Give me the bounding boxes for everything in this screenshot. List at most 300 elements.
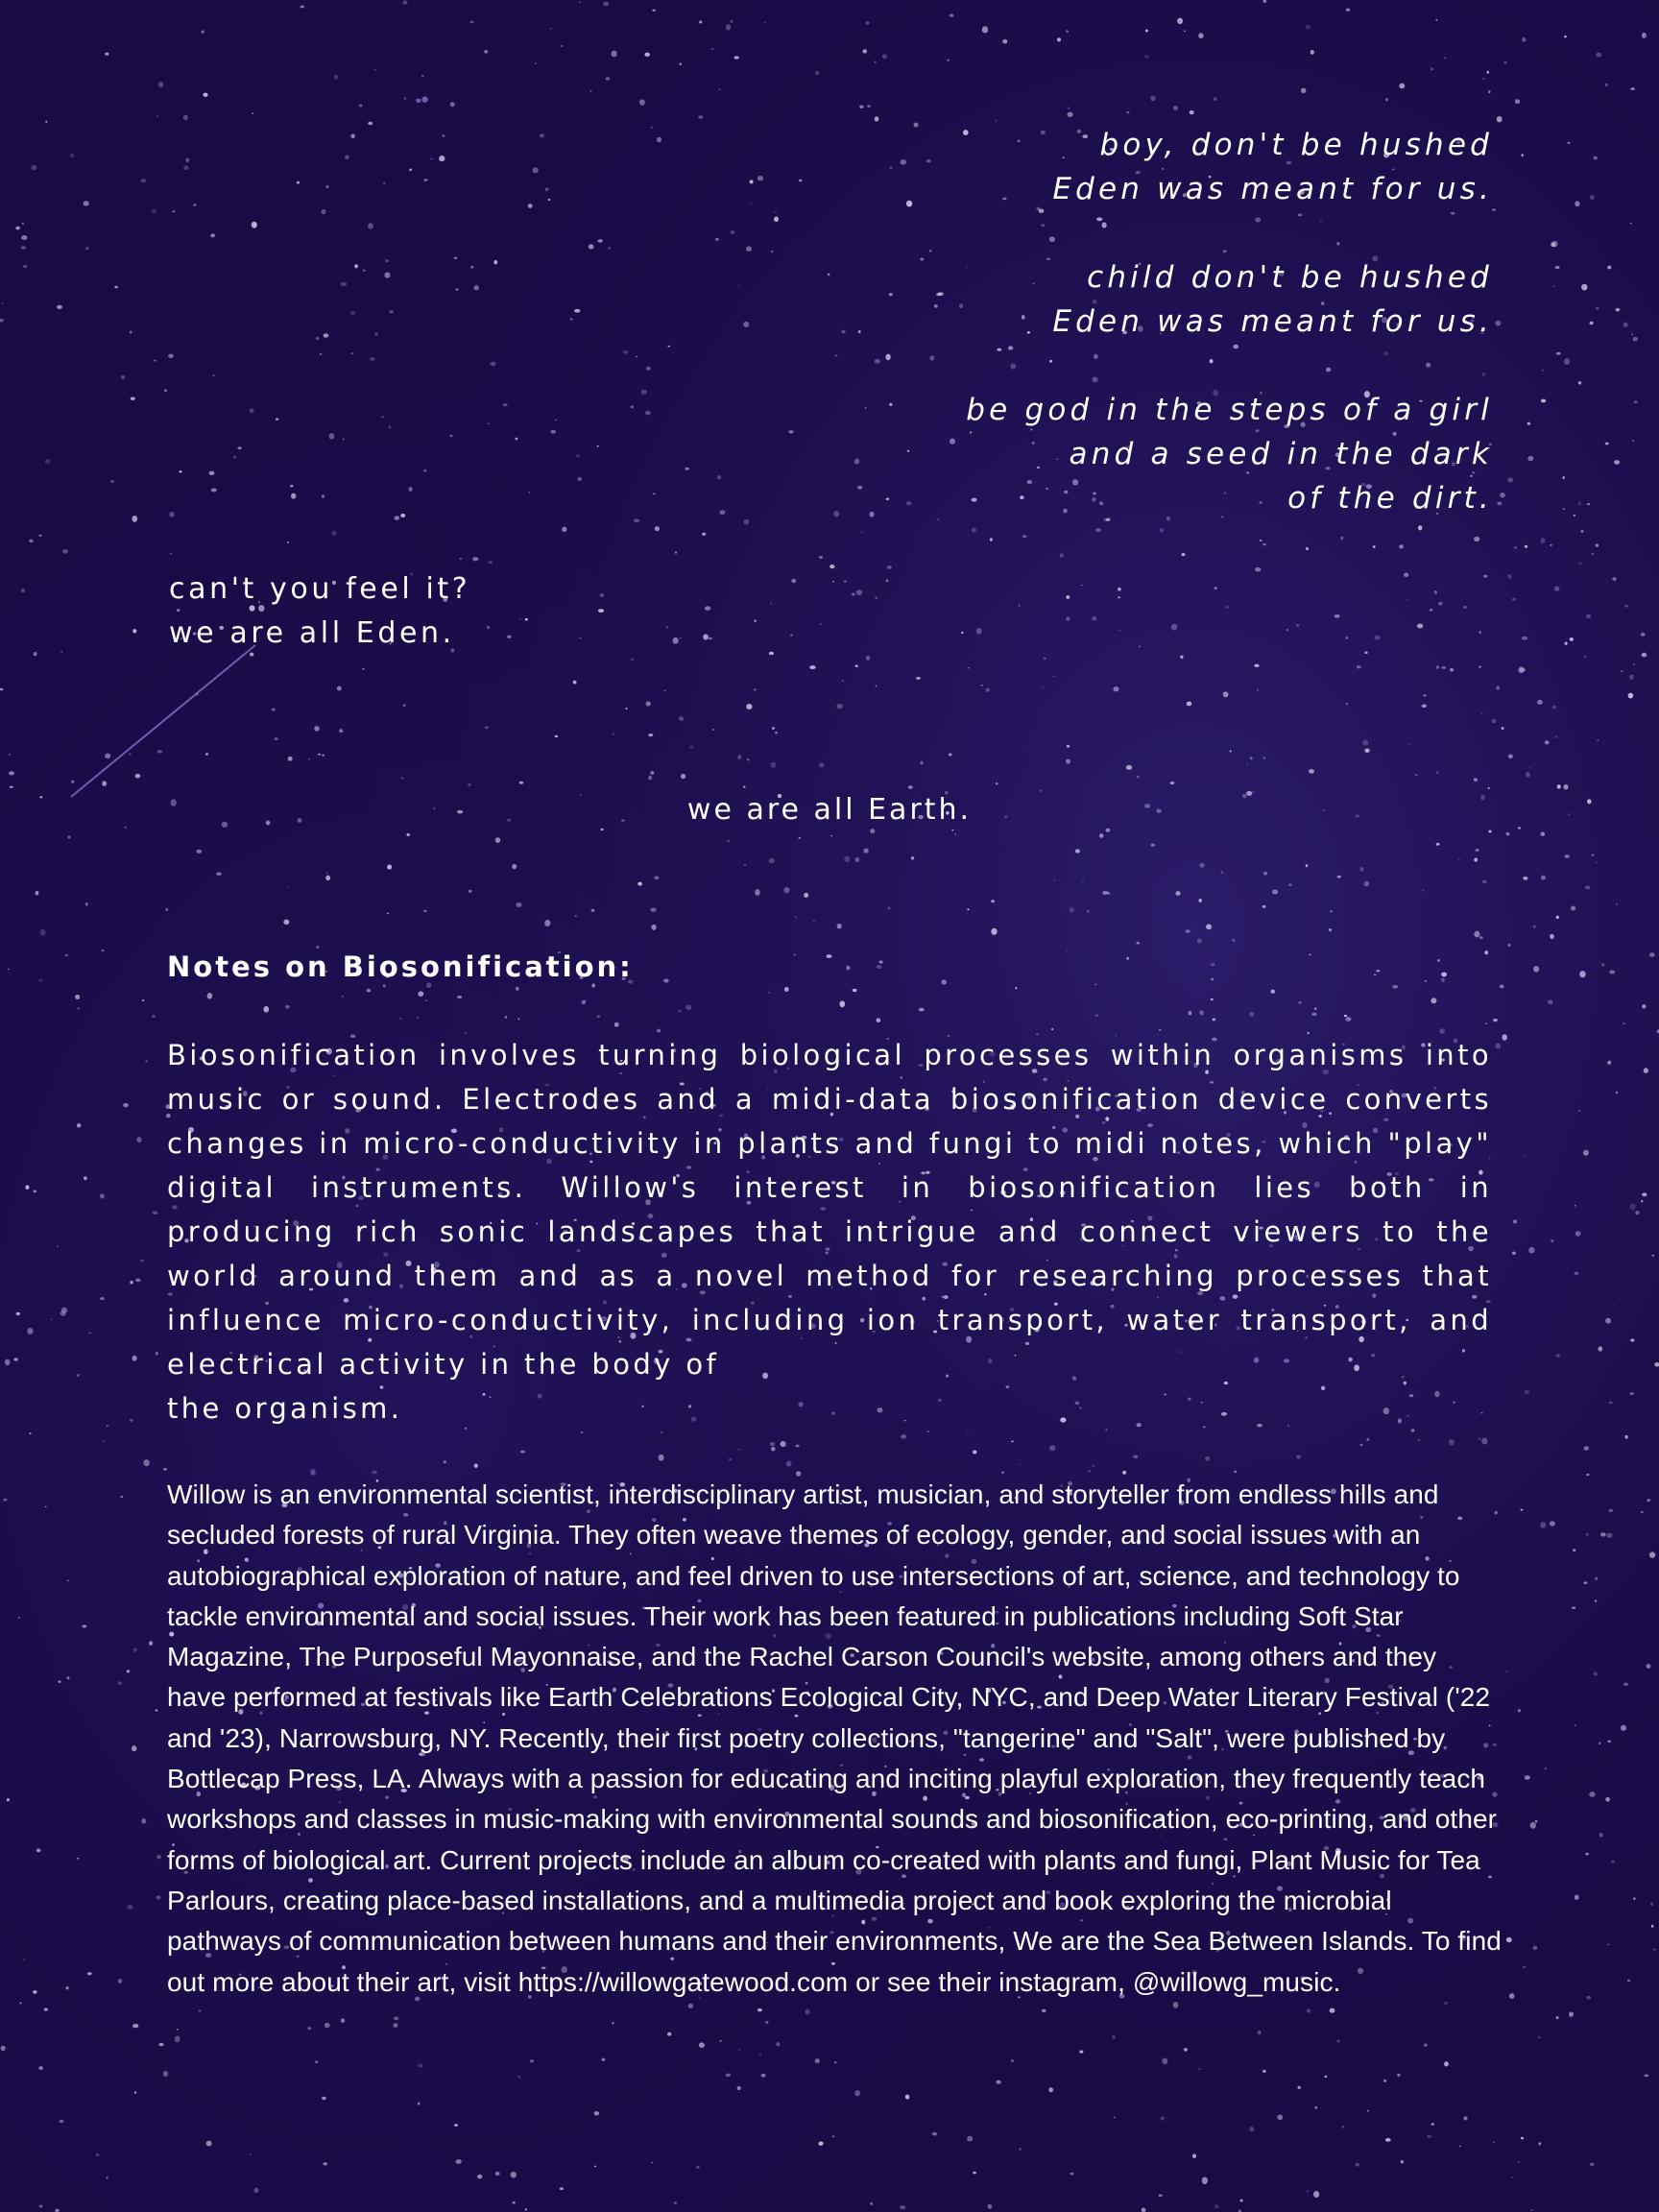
star bbox=[31, 165, 36, 171]
star bbox=[102, 781, 107, 786]
star bbox=[1483, 78, 1485, 80]
star bbox=[511, 2172, 517, 2178]
star bbox=[1521, 1509, 1524, 1511]
star bbox=[815, 71, 819, 75]
star bbox=[1255, 567, 1261, 572]
star bbox=[421, 96, 427, 102]
star bbox=[1500, 493, 1505, 497]
star bbox=[1418, 525, 1422, 530]
star bbox=[1522, 154, 1524, 156]
star bbox=[409, 169, 412, 172]
star bbox=[555, 420, 557, 421]
star bbox=[631, 405, 634, 408]
star bbox=[1630, 223, 1632, 225]
star bbox=[1592, 553, 1595, 555]
star bbox=[645, 411, 651, 416]
star bbox=[1441, 666, 1445, 669]
star bbox=[495, 2172, 500, 2176]
star bbox=[1095, 528, 1100, 532]
star bbox=[1630, 1338, 1634, 1341]
star bbox=[120, 1496, 123, 1498]
star bbox=[877, 1018, 881, 1022]
star bbox=[1650, 1903, 1653, 1906]
star bbox=[103, 1440, 105, 1442]
star bbox=[132, 2024, 138, 2028]
star bbox=[87, 1972, 92, 1975]
star bbox=[1068, 112, 1073, 117]
star bbox=[1627, 1980, 1631, 1982]
star bbox=[711, 48, 714, 50]
star bbox=[1296, 624, 1299, 626]
star bbox=[1590, 2163, 1595, 2166]
star bbox=[1324, 2076, 1327, 2078]
star bbox=[519, 618, 521, 619]
star bbox=[1240, 2200, 1243, 2202]
star bbox=[1506, 832, 1510, 836]
star bbox=[1161, 2116, 1165, 2120]
star bbox=[1583, 1581, 1587, 1584]
star bbox=[203, 93, 207, 97]
star bbox=[809, 665, 815, 669]
star bbox=[757, 2008, 762, 2011]
star bbox=[667, 2032, 671, 2036]
star bbox=[1314, 2106, 1317, 2109]
star bbox=[68, 836, 71, 839]
star bbox=[1329, 928, 1332, 931]
star bbox=[59, 2120, 63, 2123]
star bbox=[846, 966, 850, 970]
star bbox=[888, 906, 891, 909]
star bbox=[996, 2080, 1000, 2084]
star bbox=[1600, 1532, 1606, 1536]
star bbox=[1589, 322, 1593, 325]
star bbox=[132, 516, 137, 522]
star bbox=[1538, 2142, 1541, 2145]
star bbox=[196, 850, 202, 854]
star bbox=[602, 2058, 606, 2061]
star bbox=[839, 1000, 845, 1007]
star bbox=[290, 485, 293, 487]
star bbox=[679, 716, 684, 721]
star bbox=[395, 516, 400, 520]
star bbox=[60, 1310, 66, 1315]
star bbox=[1262, 2070, 1266, 2073]
star bbox=[1202, 2177, 1208, 2185]
star bbox=[165, 908, 168, 911]
star bbox=[1297, 2086, 1301, 2089]
star bbox=[519, 781, 523, 784]
star bbox=[853, 989, 857, 992]
star bbox=[1423, 694, 1426, 696]
star bbox=[1575, 1895, 1579, 1900]
star bbox=[1, 302, 3, 304]
star bbox=[121, 375, 125, 379]
star bbox=[1522, 37, 1526, 42]
star bbox=[252, 222, 257, 228]
star bbox=[1633, 337, 1638, 342]
star bbox=[1544, 1767, 1547, 1770]
star bbox=[136, 1137, 141, 1142]
star bbox=[1533, 926, 1535, 928]
star bbox=[795, 916, 797, 918]
star bbox=[16, 1312, 20, 1315]
star bbox=[1601, 963, 1605, 966]
star bbox=[1624, 605, 1627, 608]
star bbox=[663, 978, 669, 982]
star bbox=[1476, 849, 1479, 852]
star bbox=[1011, 2059, 1014, 2062]
poem-left-column bbox=[169, 567, 470, 656]
star bbox=[504, 1016, 507, 1018]
star bbox=[1359, 1444, 1362, 1446]
star bbox=[1113, 686, 1118, 691]
star bbox=[1435, 19, 1437, 20]
star bbox=[325, 185, 328, 188]
star bbox=[598, 609, 604, 613]
star bbox=[407, 833, 410, 836]
star bbox=[163, 1468, 167, 1471]
star bbox=[1431, 2123, 1435, 2125]
star bbox=[82, 1624, 86, 1627]
star bbox=[403, 705, 406, 707]
star bbox=[343, 439, 345, 441]
star bbox=[776, 2042, 780, 2046]
star bbox=[1605, 84, 1608, 86]
star bbox=[13, 1358, 18, 1361]
star bbox=[648, 733, 653, 736]
star bbox=[1288, 883, 1291, 885]
star bbox=[381, 416, 383, 418]
star bbox=[334, 75, 339, 80]
star bbox=[141, 1818, 146, 1824]
star bbox=[1344, 1015, 1347, 1017]
star bbox=[1126, 111, 1129, 114]
star bbox=[387, 865, 392, 870]
star bbox=[169, 512, 174, 517]
star bbox=[34, 652, 37, 656]
star bbox=[3, 1499, 7, 1502]
poem-line: of the dirt. bbox=[1287, 481, 1493, 516]
star bbox=[1571, 906, 1575, 911]
star bbox=[1496, 685, 1500, 689]
star bbox=[967, 1432, 969, 1434]
star bbox=[9, 754, 11, 756]
star bbox=[982, 26, 988, 33]
star bbox=[29, 1432, 31, 1434]
star bbox=[1497, 501, 1502, 505]
star bbox=[561, 45, 563, 46]
star bbox=[1309, 769, 1314, 774]
star bbox=[1118, 596, 1120, 598]
star bbox=[525, 2208, 527, 2210]
star bbox=[1066, 758, 1070, 763]
star bbox=[1479, 631, 1480, 634]
star bbox=[770, 603, 772, 605]
star bbox=[719, 2040, 721, 2042]
star bbox=[39, 2204, 43, 2207]
star bbox=[123, 1103, 129, 1107]
star bbox=[1556, 2016, 1559, 2019]
star bbox=[102, 950, 105, 951]
star bbox=[1310, 50, 1314, 55]
star bbox=[1334, 614, 1340, 618]
star bbox=[875, 116, 879, 121]
star bbox=[597, 445, 599, 447]
star bbox=[1118, 588, 1121, 591]
star bbox=[727, 840, 731, 843]
star bbox=[1500, 985, 1503, 989]
star bbox=[387, 913, 390, 915]
star bbox=[606, 77, 611, 81]
star bbox=[495, 837, 500, 843]
star bbox=[368, 122, 373, 125]
star bbox=[470, 266, 473, 269]
star bbox=[22, 223, 24, 225]
star bbox=[996, 782, 998, 784]
star bbox=[1596, 862, 1598, 863]
star bbox=[1553, 285, 1555, 287]
star bbox=[1542, 370, 1545, 372]
star bbox=[1551, 1239, 1553, 1242]
star bbox=[625, 708, 627, 709]
star bbox=[1068, 108, 1070, 109]
star bbox=[709, 637, 712, 640]
star bbox=[237, 446, 241, 449]
star bbox=[477, 2175, 482, 2179]
star bbox=[207, 993, 213, 999]
star bbox=[1611, 1861, 1614, 1863]
star bbox=[1075, 849, 1080, 853]
star bbox=[67, 1580, 69, 1582]
star bbox=[1383, 2080, 1386, 2082]
star bbox=[1309, 954, 1310, 956]
star bbox=[826, 954, 831, 958]
star bbox=[1095, 1014, 1099, 1016]
star bbox=[1198, 2068, 1200, 2069]
star bbox=[1159, 2195, 1163, 2198]
star bbox=[1628, 693, 1634, 699]
star bbox=[1623, 1022, 1624, 1024]
star bbox=[988, 2204, 993, 2209]
star bbox=[911, 856, 914, 860]
star bbox=[644, 53, 649, 57]
star bbox=[1607, 1944, 1609, 1945]
star bbox=[454, 2124, 458, 2127]
star bbox=[726, 2074, 731, 2078]
star bbox=[1621, 1725, 1626, 1731]
star bbox=[1359, 867, 1363, 872]
star bbox=[1463, 2116, 1467, 2120]
star bbox=[990, 538, 993, 541]
star bbox=[1257, 2031, 1261, 2035]
star bbox=[1066, 30, 1069, 32]
star bbox=[995, 119, 997, 121]
star bbox=[764, 21, 766, 23]
star bbox=[1586, 1996, 1591, 2000]
star bbox=[813, 920, 815, 922]
star bbox=[794, 953, 796, 955]
star bbox=[418, 991, 423, 997]
star bbox=[385, 259, 389, 262]
star bbox=[1366, 1438, 1369, 1441]
star bbox=[512, 864, 517, 869]
star bbox=[459, 558, 462, 560]
star bbox=[1529, 767, 1531, 768]
star bbox=[1575, 201, 1579, 206]
star bbox=[612, 51, 617, 58]
poem-line: Eden was meant for us. bbox=[1052, 304, 1493, 339]
star bbox=[389, 425, 391, 428]
star bbox=[1563, 508, 1565, 510]
star bbox=[594, 2166, 596, 2168]
star bbox=[1518, 1709, 1521, 1712]
star bbox=[1502, 727, 1504, 730]
star bbox=[350, 311, 356, 315]
star bbox=[1635, 1211, 1639, 1214]
star bbox=[1647, 1664, 1651, 1669]
star bbox=[272, 709, 276, 711]
star bbox=[491, 362, 496, 366]
star bbox=[472, 557, 478, 561]
star bbox=[575, 915, 577, 917]
star bbox=[316, 337, 320, 340]
star bbox=[205, 753, 208, 756]
star bbox=[1187, 702, 1192, 707]
star bbox=[65, 954, 68, 956]
star bbox=[1584, 656, 1586, 658]
star bbox=[685, 1005, 691, 1010]
star bbox=[456, 288, 459, 290]
star bbox=[590, 90, 592, 92]
star bbox=[301, 6, 305, 9]
star bbox=[673, 637, 679, 644]
star bbox=[1189, 1011, 1192, 1015]
star bbox=[393, 2023, 397, 2028]
star bbox=[705, 606, 710, 611]
star bbox=[185, 158, 189, 162]
star bbox=[322, 755, 325, 757]
poem-stanza bbox=[725, 123, 1493, 211]
star bbox=[354, 264, 358, 268]
star bbox=[485, 726, 489, 729]
star bbox=[1556, 916, 1559, 919]
star bbox=[949, 753, 952, 756]
star bbox=[886, 579, 889, 582]
star bbox=[1173, 2002, 1179, 2008]
star bbox=[1198, 899, 1202, 902]
star bbox=[1175, 891, 1180, 896]
star bbox=[23, 265, 28, 268]
star bbox=[1579, 971, 1585, 977]
star bbox=[77, 1858, 79, 1860]
star bbox=[612, 2022, 613, 2024]
star bbox=[1594, 1672, 1598, 1676]
star bbox=[416, 99, 421, 103]
star bbox=[1479, 936, 1483, 939]
star bbox=[288, 757, 293, 761]
star bbox=[5, 1359, 11, 1366]
star bbox=[603, 2, 609, 6]
star bbox=[45, 121, 47, 123]
star bbox=[175, 2035, 180, 2042]
star bbox=[143, 1459, 149, 1466]
star bbox=[1552, 706, 1556, 709]
star bbox=[1087, 910, 1091, 913]
star bbox=[613, 733, 615, 734]
star bbox=[1555, 736, 1558, 738]
star bbox=[1450, 668, 1454, 672]
star bbox=[488, 423, 490, 424]
star bbox=[1374, 974, 1376, 975]
star bbox=[1177, 18, 1183, 24]
star bbox=[646, 367, 651, 371]
star bbox=[636, 356, 637, 357]
star bbox=[637, 882, 642, 886]
star bbox=[449, 435, 452, 438]
star bbox=[901, 1434, 906, 1438]
star bbox=[870, 2202, 873, 2205]
star bbox=[1346, 703, 1349, 705]
star bbox=[367, 989, 372, 993]
star bbox=[540, 133, 544, 137]
star bbox=[1463, 606, 1467, 609]
star bbox=[1173, 106, 1178, 110]
star bbox=[1067, 950, 1069, 951]
star bbox=[325, 2023, 330, 2028]
star bbox=[1192, 2153, 1196, 2157]
star bbox=[408, 487, 412, 492]
star bbox=[1184, 2048, 1188, 2052]
star bbox=[769, 652, 774, 656]
star bbox=[322, 494, 325, 498]
star bbox=[1277, 2115, 1283, 2121]
star bbox=[202, 31, 204, 34]
star bbox=[1067, 745, 1070, 748]
star bbox=[133, 1647, 137, 1652]
star bbox=[154, 359, 156, 361]
star bbox=[819, 763, 825, 768]
star bbox=[717, 475, 721, 479]
poem-line: we are all Eden. bbox=[169, 616, 455, 650]
star bbox=[1437, 959, 1439, 962]
star bbox=[1565, 642, 1568, 645]
star bbox=[1481, 1438, 1487, 1445]
star bbox=[688, 2004, 693, 2008]
star bbox=[1042, 686, 1045, 688]
star bbox=[252, 112, 253, 114]
star bbox=[646, 702, 651, 707]
star bbox=[927, 1431, 929, 1432]
star bbox=[135, 1279, 141, 1283]
star bbox=[550, 430, 556, 434]
star bbox=[118, 1979, 122, 1984]
star bbox=[1186, 929, 1190, 932]
star bbox=[1554, 587, 1560, 591]
star bbox=[183, 115, 188, 121]
star bbox=[423, 469, 426, 472]
star bbox=[900, 2205, 905, 2209]
star bbox=[1564, 36, 1567, 38]
star bbox=[1374, 636, 1380, 640]
star bbox=[431, 158, 433, 159]
star bbox=[1629, 674, 1634, 679]
star bbox=[1170, 781, 1175, 784]
star bbox=[920, 761, 923, 765]
star bbox=[1364, 881, 1370, 887]
star bbox=[1249, 2127, 1254, 2131]
star bbox=[1205, 1456, 1210, 1461]
star bbox=[1511, 2176, 1513, 2178]
